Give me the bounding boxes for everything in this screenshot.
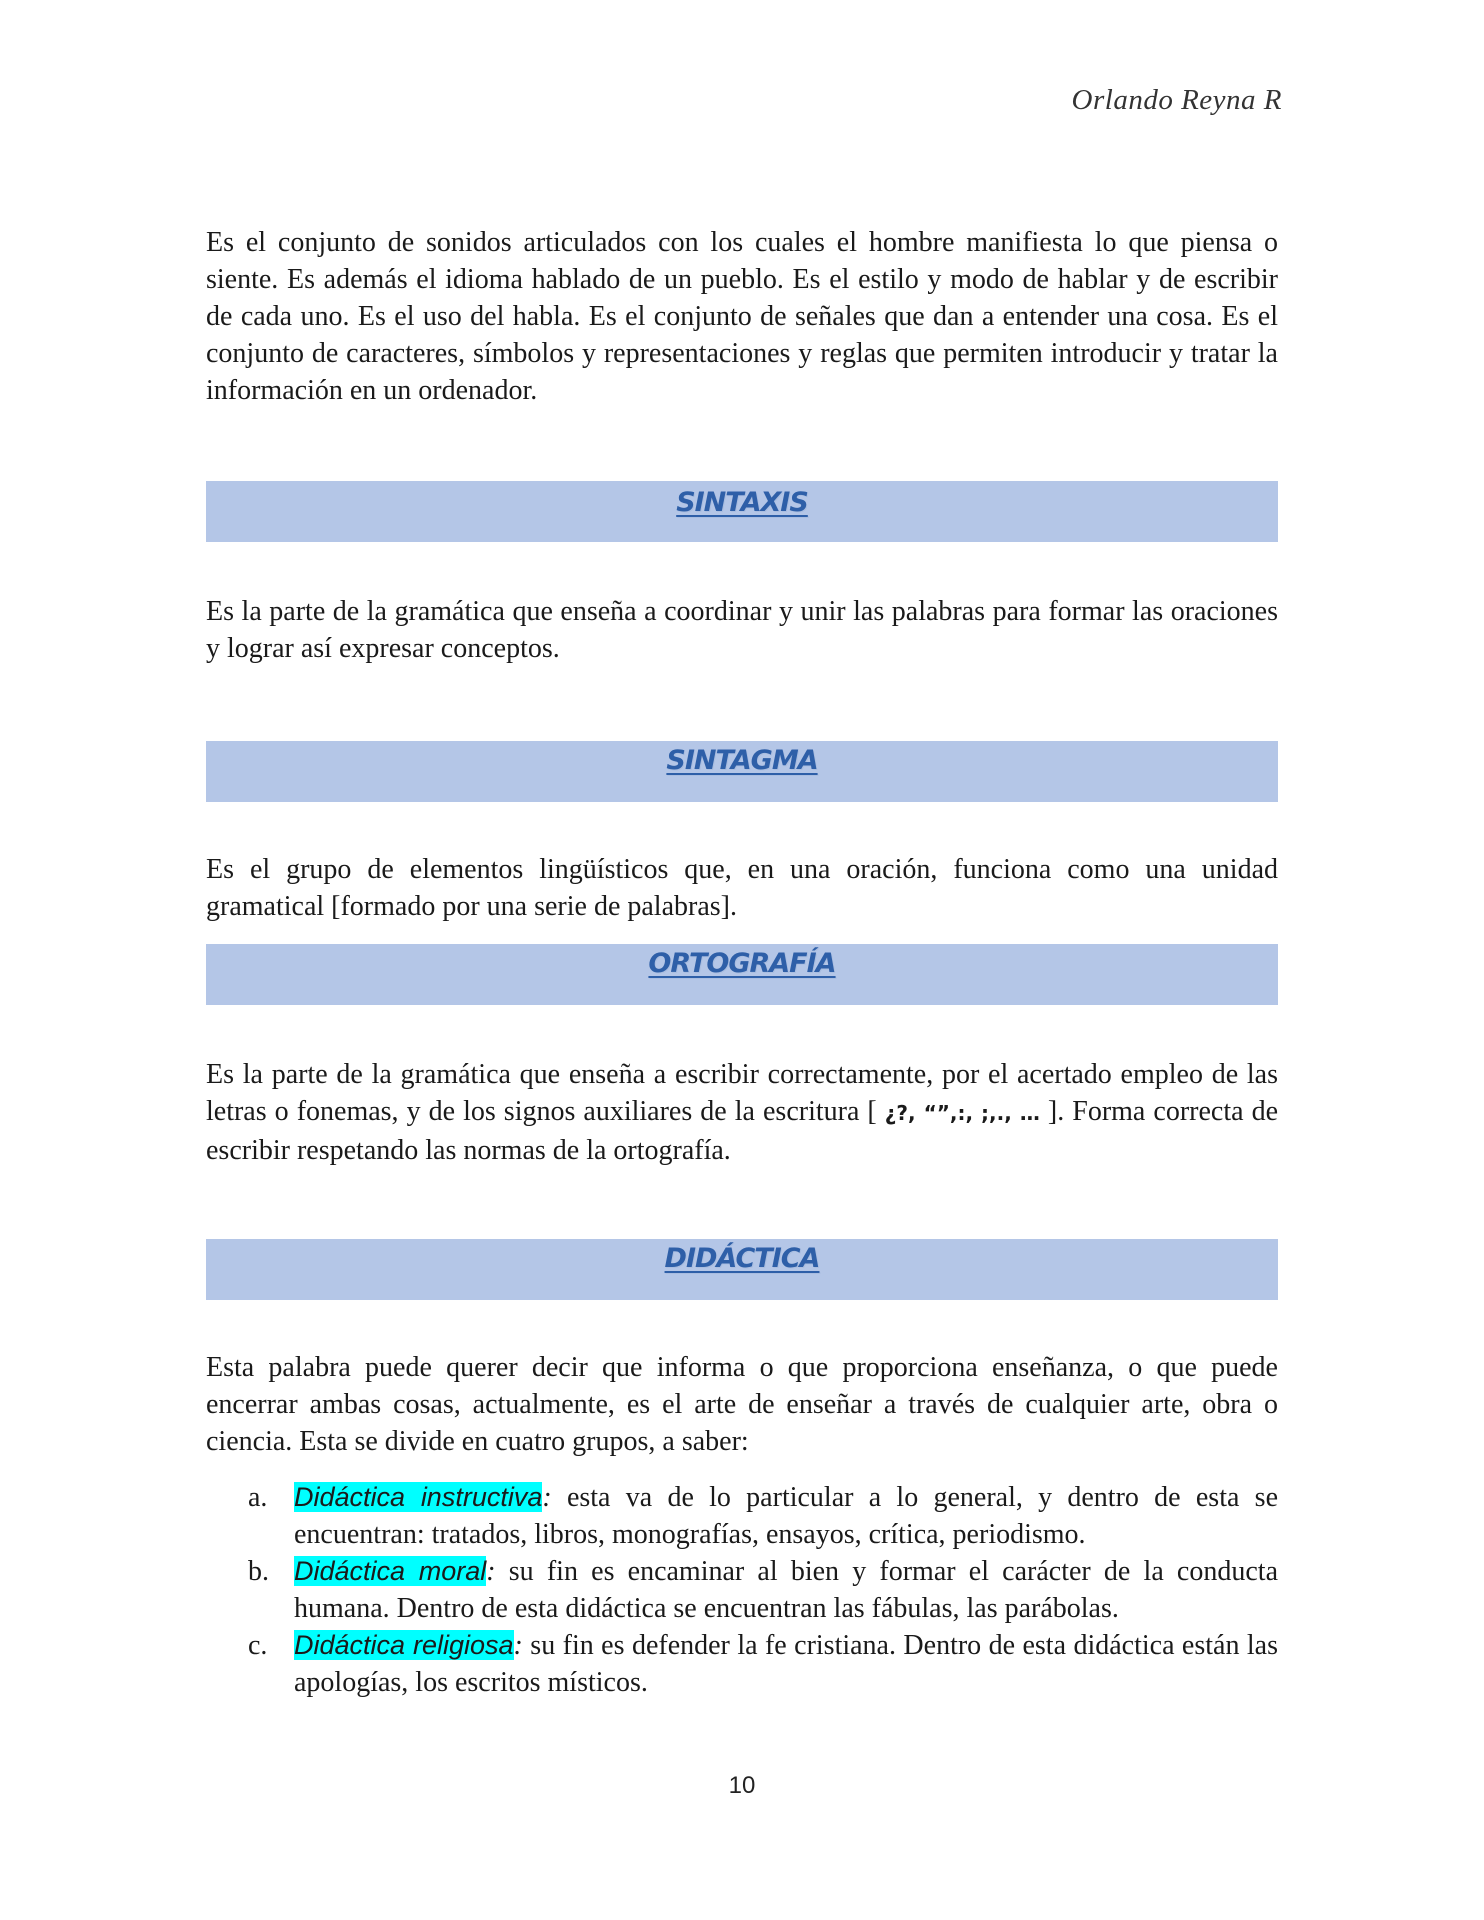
section-title-sintaxis: SINTAXIS <box>676 487 808 518</box>
list-term-highlight: Didáctica religiosa <box>294 1630 514 1660</box>
didactica-paragraph: Esta palabra puede querer decir que informa o que proporciona enseñanza, o que puede encerrar ambas cosas, actualmente, es el arte de enseñar a través de cualquier arte, obra o ciencia. Esta se divide en cuatro grupos, a saber: <box>206 1352 1278 1457</box>
section-band-ortografia <box>206 944 1278 1005</box>
list-term-highlight: Didáctica moral <box>294 1556 487 1586</box>
section-band-sintagma <box>206 741 1278 802</box>
list-term-colon: : <box>486 1556 496 1587</box>
list-marker: b. <box>248 1556 269 1587</box>
list-item <box>206 1479 1278 1553</box>
ortografia-text-before: Es la parte de la gramática que enseña a escribir correctamente, por el acertado empleo de las letras o fonemas, y de los signos auxiliares de la escritura [ <box>206 1059 1278 1127</box>
section-title-sintagma: SINTAGMA <box>666 745 818 776</box>
list-term-colon: : <box>513 1630 523 1661</box>
section-band-didactica <box>206 1239 1278 1300</box>
header-author: Orlando Reyna R <box>1071 84 1282 116</box>
list-item-text: su fin es defender la fe cristiana. Dentro de esta didáctica están las apologías, los escritos místicos. <box>294 1630 1278 1698</box>
sintaxis-paragraph: Es la parte de la gramática que enseña a coordinar y unir las palabras para formar las oraciones y lograr así expresar conceptos. <box>206 596 1278 664</box>
section-title-ortografia: ORTOGRAFÍA <box>648 948 836 979</box>
page-number: 10 <box>728 1772 756 1799</box>
section-title-didactica: DIDÁCTICA <box>664 1243 820 1274</box>
list-marker: a. <box>248 1482 268 1513</box>
ortografia-text-after: ]. Forma correcta de escribir respetando las normas de la ortografía. <box>206 1096 1278 1166</box>
punctuation-signs: ¿?, “”,:, ;,., … <box>884 1101 1040 1125</box>
section-band-sintaxis <box>206 481 1278 542</box>
intro-paragraph: Es el conjunto de sonidos articulados con los cuales el hombre manifiesta lo que piensa o siente. Es además el idioma hablado de un pueblo. Es el estilo y modo de hablar y de escribir de cada uno. Es el uso del habla. Es el conjunto de señales que dan a entender una cosa. Es el conjunto de caracteres, símbolos y representaciones y reglas que permiten introducir y tratar la información en un ordenador. <box>206 227 1278 406</box>
didactica-list <box>206 1479 1278 1701</box>
sintagma-paragraph: Es el grupo de elementos lingüísticos que, en una oración, funciona como una unidad gramatical [formado por una serie de palabras]. <box>206 854 1278 922</box>
list-term-colon: : <box>542 1482 552 1513</box>
ortografia-paragraph <box>206 1056 1278 1169</box>
list-term-highlight: Didáctica instructiva <box>294 1482 543 1512</box>
list-marker: c. <box>248 1630 268 1661</box>
list-item-text: su fin es encaminar al bien y formar el carácter de la conducta humana. Dentro de esta didáctica se encuentran las fábulas, las parábolas. <box>294 1556 1278 1624</box>
list-item-text: esta va de lo particular a lo general, y dentro de esta se encuentran: tratados, libros, monografías, ensayos, crítica, periodismo. <box>294 1482 1278 1550</box>
list-item <box>206 1627 1278 1701</box>
list-item <box>206 1553 1278 1627</box>
